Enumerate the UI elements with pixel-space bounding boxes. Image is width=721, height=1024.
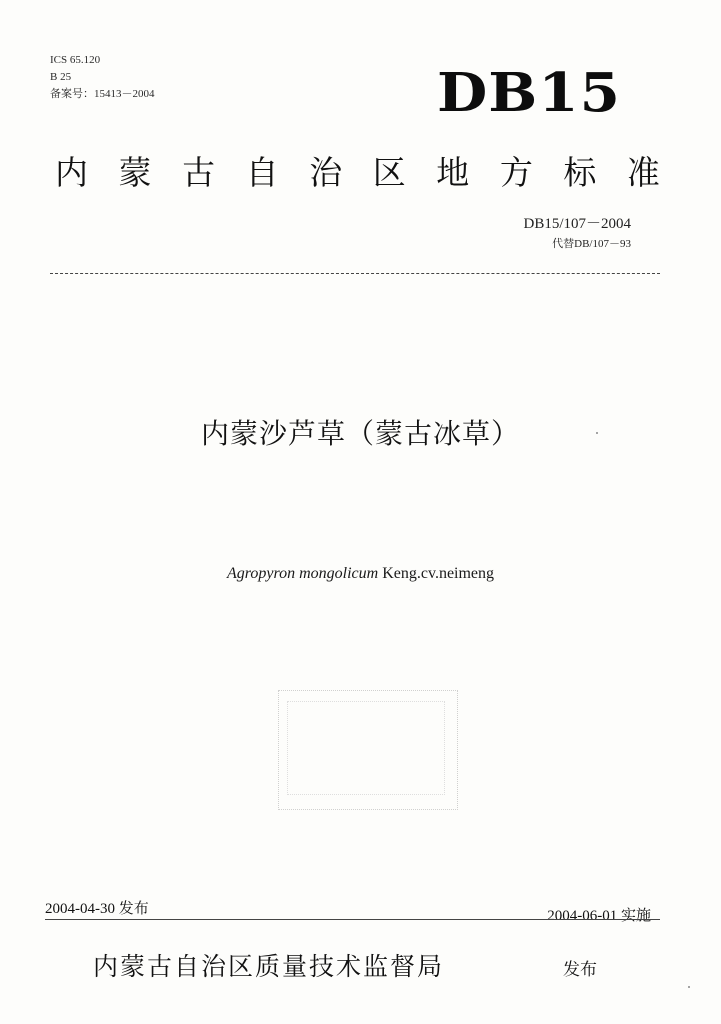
issue-date: 2004-04-30 发布: [45, 901, 149, 917]
scan-speck: [688, 986, 690, 988]
latin-cultivar: Keng.cv.neimeng: [378, 565, 495, 582]
heading-char: 准: [626, 153, 660, 192]
classification-block: [50, 52, 155, 103]
faded-stamp-mark: [278, 690, 458, 810]
header-divider: [50, 273, 660, 274]
heading-char: 自: [245, 153, 279, 192]
standard-type-heading: [55, 153, 660, 192]
heading-char: 区: [372, 153, 406, 192]
publish-label: 发布: [563, 960, 597, 980]
replaces-standard: 代替DB/107－93: [552, 238, 631, 250]
publisher-name: 内蒙古自治区质量技术监督局: [93, 952, 445, 981]
latin-name: [0, 565, 721, 583]
heading-char: 古: [182, 153, 216, 192]
heading-char: 方: [499, 153, 533, 192]
db15-logo: DB15: [436, 61, 621, 124]
heading-char: 地: [436, 153, 470, 192]
scan-speck: [596, 432, 598, 434]
latin-species: Agropyron mongolicum: [226, 565, 379, 582]
document-title: 内蒙沙芦草（蒙古冰草）: [200, 417, 520, 450]
standard-codes: [523, 214, 631, 252]
standard-number: DB15/107－2004: [523, 216, 631, 232]
heading-char: 标: [563, 153, 597, 192]
record-number: 备案号：15413－2004: [50, 88, 155, 100]
heading-char: 蒙: [118, 153, 152, 192]
ccs-code: B 25: [50, 71, 72, 83]
footer-divider: [45, 919, 660, 920]
heading-char: 治: [309, 153, 343, 192]
ics-code: ICS 65.120: [50, 54, 101, 66]
heading-char: 内: [55, 153, 88, 192]
implementation-date: 2004-06-01 实施: [547, 908, 651, 924]
